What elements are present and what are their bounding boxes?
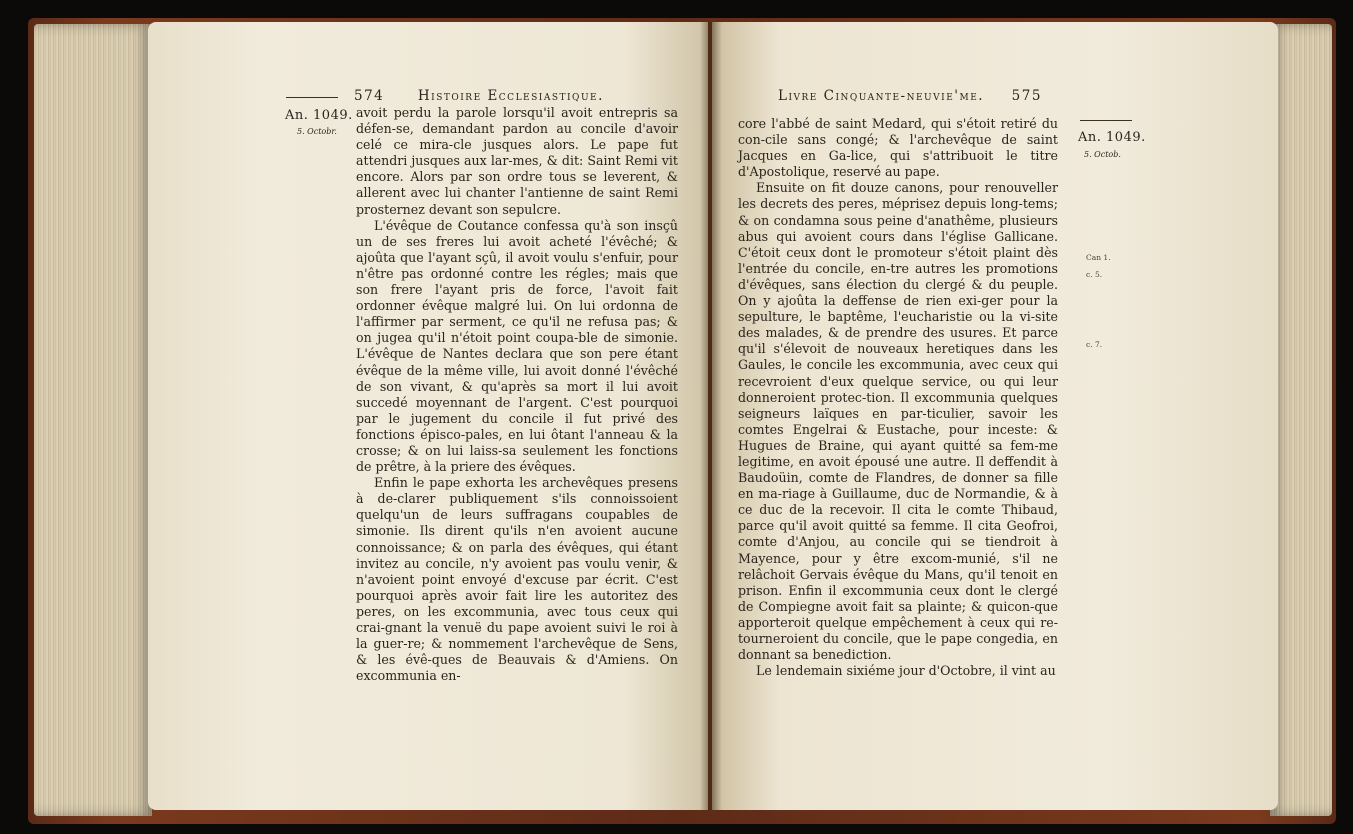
right-margin-date: 5. Octob.: [1084, 150, 1121, 159]
page-edges-right: [1270, 24, 1332, 816]
right-margin-note-3: c. 7.: [1086, 340, 1103, 349]
right-margin-rule: [1080, 120, 1132, 121]
right-text-block: [738, 116, 1058, 679]
left-margin-year: An. 1049.: [285, 108, 353, 123]
right-running-head: [778, 88, 1042, 104]
right-margin-note-1: Can 1.: [1086, 253, 1111, 262]
right-running-title: Livre Cinquante-neuvie'me.: [778, 88, 985, 104]
left-page-number: 574: [354, 88, 385, 104]
left-paragraph-1: avoit perdu la parole lorsqu'il avoit entrepris sa défen-se, demandant pardon au concile d'avoir celé ce mira-cle jusques alors. Le pape fut attendri jusques aux lar-mes, & dit: Saint Remi vit encore. Alors par son ordre tous se leverent, & allerent avec lui chanter l'antienne de saint Remi prosternez devant son sepulcre.: [356, 105, 678, 217]
right-margin-note-2: c. 5.: [1086, 270, 1103, 279]
left-running-head: [354, 88, 604, 104]
left-margin-rule: [286, 97, 338, 98]
book-gutter: [700, 22, 722, 810]
right-margin-year: An. 1049.: [1078, 130, 1146, 145]
left-paragraph-3: Enfin le pape exhorta les archevêques presens à de-clarer publiquement s'ils connoissoient quelqu'un de leurs suffragans coupables de simonie. Ils dirent qu'ils n'en avoient aucune connoissance; & on parla des évêques, qui étant invitez au concile, n'y avoient pas voulu venir, & n'avoient point envoyé d'excuse par écrit. C'est pourquoi après avoir fait lire les autoritez des peres, on les excommunia, avec tous ceux qui crai-gnant la venuë du pape avoient suivi le roi à la guer-re; & nommement l'archevêque de Sens, & les évê-ques de Beauvais & d'Amiens. On excommunia en-: [356, 475, 678, 684]
left-margin-date: 5. Octobr.: [297, 127, 337, 136]
right-paragraph-3: Le lendemain sixiéme jour d'Octobre, il vint au: [756, 663, 1056, 679]
left-text-block: [356, 105, 678, 684]
left-running-title: Histoire Ecclesiastique.: [417, 88, 604, 104]
right-paragraph-2: Ensuite on fit douze canons, pour renouveller les decrets des peres, méprisez depuis long-tems; & on condamna sous peine d'anathême, plusieurs abus qui avoient cours dans l'église Gallicane. C'étoit ceux dont le promoteur s'étoit plaint dès l'entrée du concile, en-tre autres les promotions d'évêques, sans élection du clergé & du peuple. On y ajoûta la deffense de rien exi-ger pour la sepulture, le baptême, l'eucharistie ou la vi-site des malades, & de prendre des usures. Et parce qu'il s'élevoit de nouveaux heretiques dans les Gaules, le concile les excommunia, avec ceux qui recevroient d'eux quelque service, ou qui leur donneroient protec-tion. Il excommunia quelques seigneurs laïques en par-ticulier, savoir les comtes Engelrai & Eustache, pour inceste: & Hugues de Braine, qui ayant quitté sa fem-me legitime, en avoit épousé une autre. Il deffendit à Baudoüin, comte de Flandres, de donner sa fille en ma-riage à Guillaume, duc de Normandie, & à ce duc de la recevoir. Il cita le comte Thibaud, parce qu'il avoit quitté sa femme. Il cita Geofroi, comte d'Anjou, au concile qui se tiendroit à Mayence, pour y être excom-munié, s'il ne relâchoit Gervais évêque du Mans, qu'il tenoit en prison. Enfin il excommunia ceux dont le clergé de Compiegne avoit fait sa plainte; & quicon-que apporteroit quelque empêchement à ceux qui re-tourneroient du concile, que le pape congedia, en donnant sa benediction.: [738, 180, 1058, 663]
right-paragraph-1: core l'abbé de saint Medard, qui s'étoit retiré du con-cile sans congé; & l'archevêque de saint Jacques en Ga-lice, qui s'attribuoit le titre d'Apostolique, reservé au pape.: [738, 116, 1058, 180]
page-edges-left: [34, 24, 152, 816]
right-page-number: 575: [1011, 88, 1042, 104]
left-paragraph-2: L'évêque de Coutance confessa qu'à son insçû un de ses freres lui avoit acheté l'évêché; & ajoûta que l'ayant sçû, il avoit voulu s'enfuir, pour n'être pas ordonné contre les régles; mais que son frere l'ayant pris de force, l'avoit fait ordonner évêque malgré lui. On lui ordonna de l'affirmer par serment, ce qu'il ne refusa pas; & on jugea qu'il n'étoit point coupa-ble de simonie. L'évêque de Nantes declara que son pere étant évêque de la même ville, lui avoit donné l'évêché de son vivant, & qu'après sa mort il lui avoit succedé moyennant de l'argent. C'est pourquoi par le jugement du concile il fut privé des fonctions épisco-pales, en lui ôtant l'anneau & la crosse; & on lui laiss-sa seulement les fonctions de prêtre, à la priere des évêques.: [356, 217, 678, 475]
